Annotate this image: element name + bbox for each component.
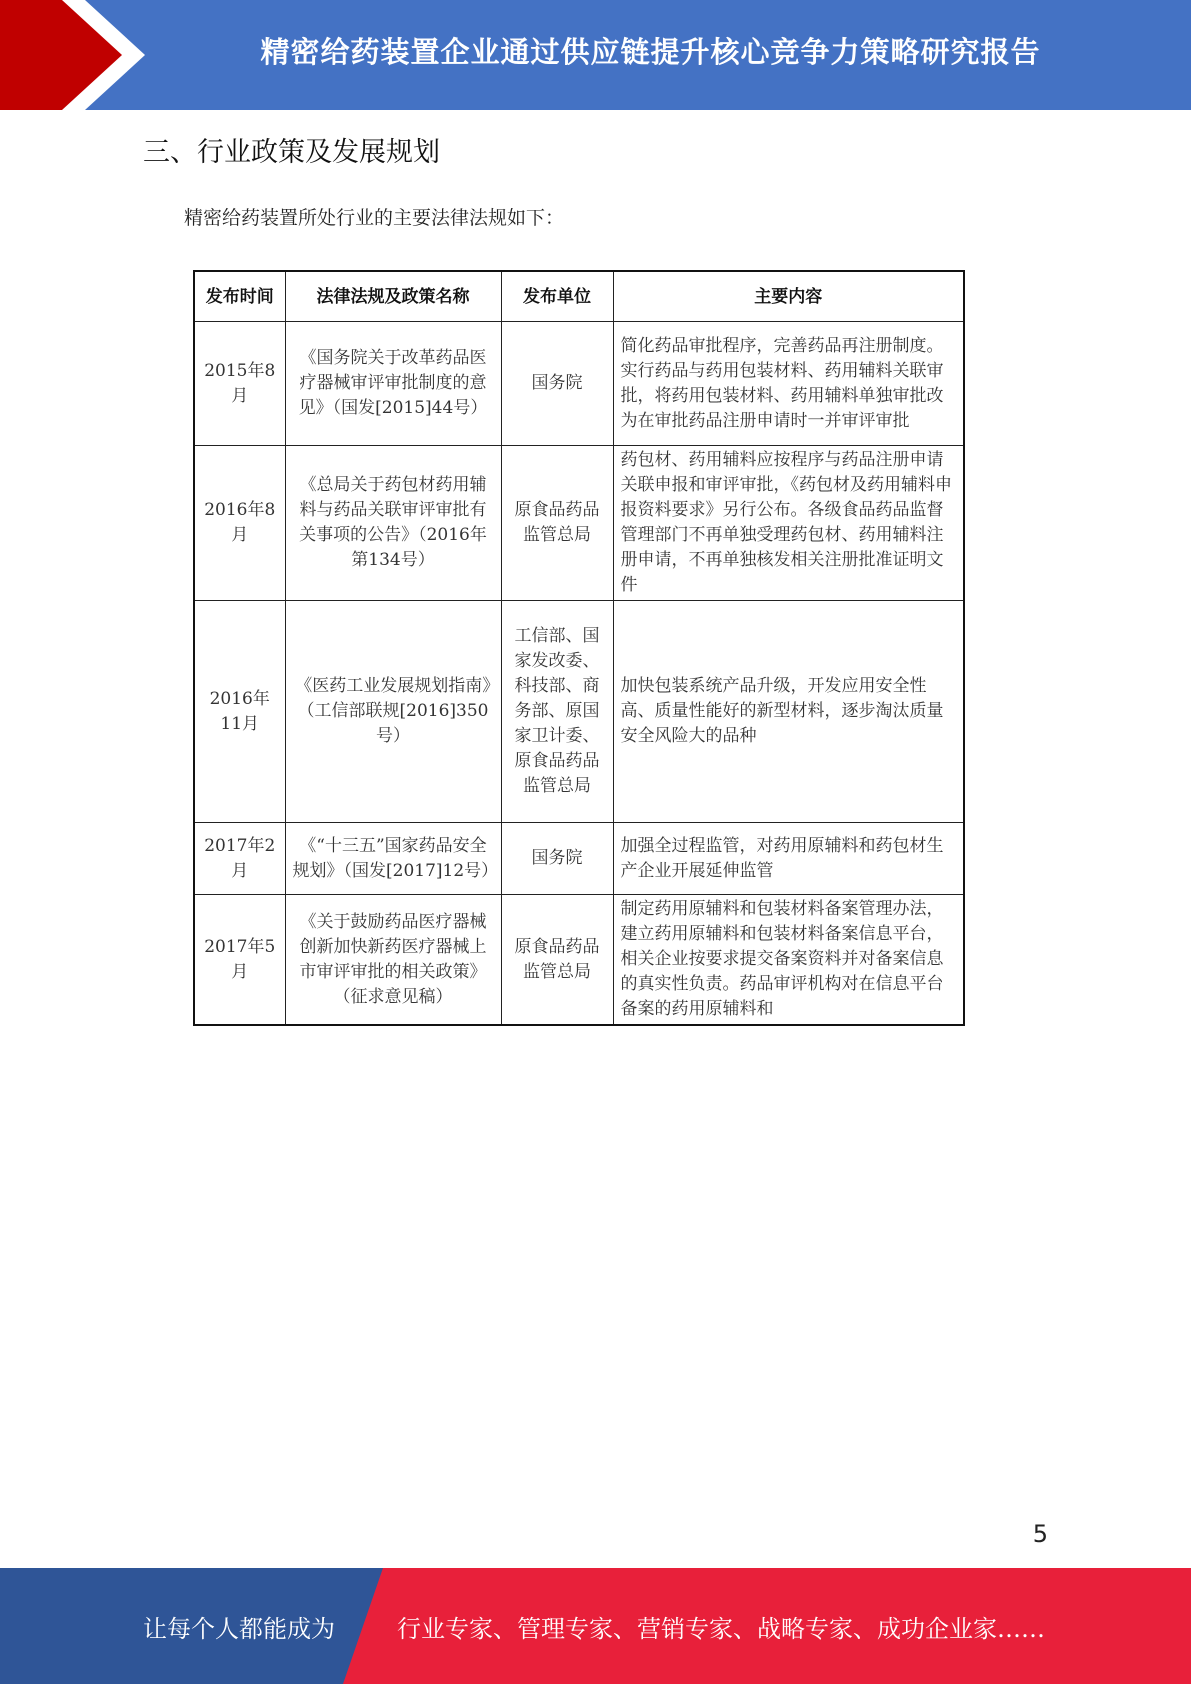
page-footer-band <box>0 1568 1191 1684</box>
cell-name: 《国务院关于改革药品医疗器械审评审批制度的意见》（国发[2015]44号） <box>285 322 501 446</box>
table-row <box>194 322 964 446</box>
footer-slogan-right: 行业专家、管理专家、营销专家、战略专家、成功企业家…… <box>397 1614 1045 1643</box>
header-date: 发布时间 <box>194 271 285 322</box>
cell-name: 《“十三五”国家药品安全规划》（国发[2017]12号） <box>285 823 501 895</box>
footer-slogan-left: 让每个人都能成为 <box>143 1614 335 1643</box>
cell-content: 药包材、药用辅料应按程序与药品注册申请关联申报和审评审批，《药包材及药用辅料申报资料要求》另行公布。各级食品药品监督管理部门不再单独受理药包材、药用辅料注册申请，不再单独核发相关注册批准证明文件 <box>613 446 964 601</box>
report-title: 精密给药装置企业通过供应链提升核心竞争力策略研究报告 <box>260 34 1041 69</box>
cell-issuer: 原食品药品监管总局 <box>501 895 613 1026</box>
cell-date: 2017年5月 <box>194 895 285 1026</box>
cell-date: 2016年11月 <box>194 601 285 823</box>
cell-content: 加快包装系统产品升级，开发应用安全性高、质量性能好的新型材料，逐步淘汰质量安全风险大的品种 <box>613 601 964 823</box>
cell-name: 《总局关于药包材药用辅料与药品关联审评审批有关事项的公告》（2016年第134号） <box>285 446 501 601</box>
table-row <box>194 446 964 601</box>
table-row <box>194 895 964 1026</box>
header-name: 法律法规及政策名称 <box>285 271 501 322</box>
header-content: 主要内容 <box>613 271 964 322</box>
cell-content: 制定药用原辅料和包装材料备案管理办法，建立药用原辅料和包装材料备案信息平台，相关企业按要求提交备案资料并对备案信息的真实性负责。药品审评机构对在信息平台备案的药用原辅料和 <box>613 895 964 1026</box>
cell-content: 简化药品审批程序，完善药品再注册制度。实行药品与药用包装材料、药用辅料关联审批，将药用包装材料、药用辅料单独审批改为在审批药品注册申请时一并审评审批 <box>613 322 964 446</box>
cell-date: 2017年2月 <box>194 823 285 895</box>
table-row <box>194 601 964 823</box>
cell-date: 2015年8月 <box>194 322 285 446</box>
header-chevron-shape <box>0 0 160 110</box>
table-row <box>194 823 964 895</box>
cell-name: 《关于鼓励药品医疗器械创新加快新药医疗器械上市审评审批的相关政策》（征求意见稿） <box>285 895 501 1026</box>
cell-issuer: 工信部、国家发改委、科技部、商务部、原国家卫计委、原食品药品监管总局 <box>501 601 613 823</box>
section-heading: 三、行业政策及发展规划 <box>143 137 440 168</box>
cell-date: 2016年8月 <box>194 446 285 601</box>
table-header-row <box>194 271 964 322</box>
cell-content: 加强全过程监管，对药用原辅料和药包材生产企业开展延伸监管 <box>613 823 964 895</box>
policy-table <box>193 270 965 1026</box>
cell-issuer: 国务院 <box>501 823 613 895</box>
cell-issuer: 原食品药品监管总局 <box>501 446 613 601</box>
header-issuer: 发布单位 <box>501 271 613 322</box>
cell-name: 《医药工业发展规划指南》（工信部联规[2016]350号） <box>285 601 501 823</box>
page-number: 5 <box>1032 1520 1048 1548</box>
page-header-band <box>0 0 1191 110</box>
intro-paragraph: 精密给药装置所处行业的主要法律法规如下： <box>184 207 565 229</box>
cell-issuer: 国务院 <box>501 322 613 446</box>
